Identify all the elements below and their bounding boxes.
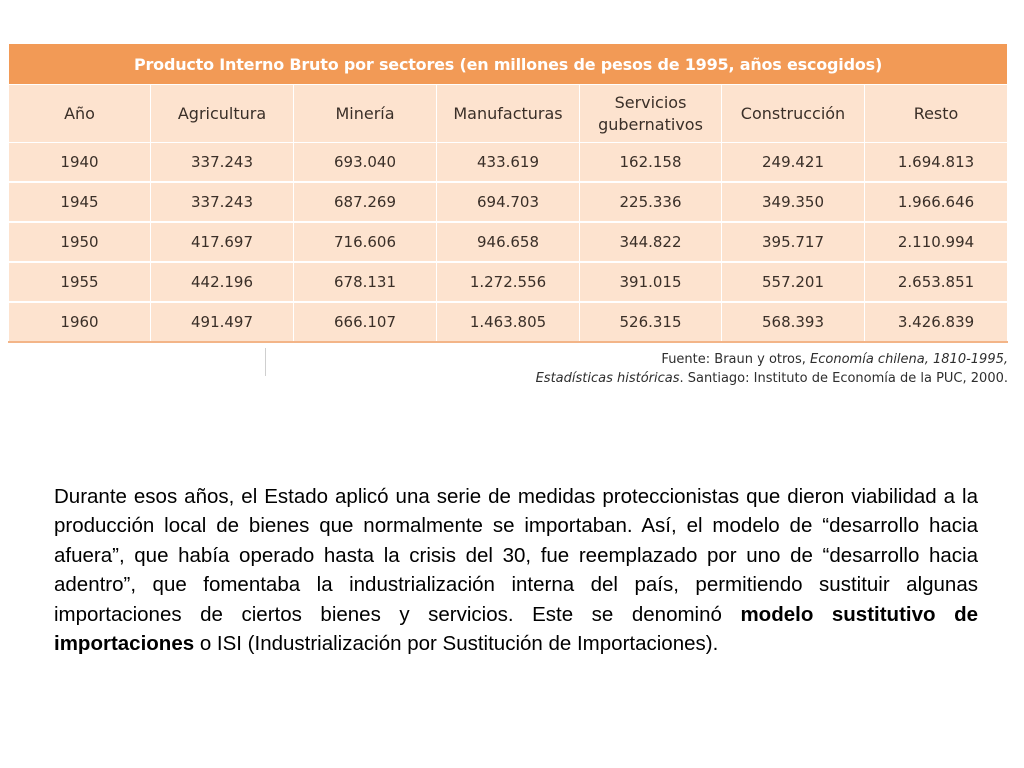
table-title-row (9, 44, 1008, 85)
source-publisher: . Santiago: Instituto de Economía de la PUC, 2000. (679, 371, 1008, 386)
table-cell: 2.110.994 (865, 222, 1008, 262)
gdp-table (8, 43, 1008, 343)
source-subtitle: Estadísticas históricas (535, 371, 680, 386)
table-cell: 337.243 (151, 143, 294, 183)
table-cell: 1.694.813 (865, 143, 1008, 183)
table-title: Producto Interno Bruto por sectores (en millones de pesos de 1995, años escogidos) (9, 44, 1008, 85)
table-row (9, 302, 1008, 342)
source-line-2 (536, 369, 1008, 388)
table-cell: 391.015 (580, 262, 722, 302)
source-book-title: Economía chilena, 1810-1995, (810, 352, 1008, 367)
header-manufacturing: Manufacturas (437, 85, 580, 143)
source-citation (536, 350, 1008, 388)
header-agriculture: Agricultura (151, 85, 294, 143)
table-cell: 716.606 (294, 222, 437, 262)
header-government-services: Servicios gubernativos (580, 85, 722, 143)
table-cell: 395.717 (722, 222, 865, 262)
header-rest: Resto (865, 85, 1008, 143)
table-cell: 1940 (9, 143, 151, 183)
paragraph-bold-term: modelo sustitutivo de importaciones (54, 602, 978, 655)
table-cell: 1.463.805 (437, 302, 580, 342)
table-cell: 225.336 (580, 182, 722, 222)
header-mining: Minería (294, 85, 437, 143)
table-cell: 694.703 (437, 182, 580, 222)
table-cell: 666.107 (294, 302, 437, 342)
table-cell: 1.272.556 (437, 262, 580, 302)
table-cell: 568.393 (722, 302, 865, 342)
table-cell: 693.040 (294, 143, 437, 183)
table-cell: 249.421 (722, 143, 865, 183)
table-cell: 1960 (9, 302, 151, 342)
source-prefix: Fuente: Braun y otros, (661, 352, 811, 367)
table-cell: 526.315 (580, 302, 722, 342)
table-cell: 3.426.839 (865, 302, 1008, 342)
table-cell: 1945 (9, 182, 151, 222)
table-cell: 2.653.851 (865, 262, 1008, 302)
table-cell: 442.196 (151, 262, 294, 302)
table-cell: 162.158 (580, 143, 722, 183)
table-cell: 946.658 (437, 222, 580, 262)
table-cell: 1955 (9, 262, 151, 302)
gdp-table-container (8, 43, 1007, 343)
body-paragraph (54, 482, 978, 659)
table-cell: 344.822 (580, 222, 722, 262)
table-row (9, 222, 1008, 262)
table-cell: 349.350 (722, 182, 865, 222)
header-year: Año (9, 85, 151, 143)
table-cell: 433.619 (437, 143, 580, 183)
table-cell: 557.201 (722, 262, 865, 302)
table-row (9, 182, 1008, 222)
table-cell: 1950 (9, 222, 151, 262)
table-header-row (9, 85, 1008, 143)
table-cell: 1.966.646 (865, 182, 1008, 222)
table-cell: 417.697 (151, 222, 294, 262)
divider-line (265, 348, 266, 376)
paragraph-text-1: Durante esos años, el Estado aplicó una serie de medidas proteccionistas que dieron viabilidad a la producción local de bienes que normalmente se importaban. Así, el modelo de “desarrollo hacia afuera”, que había operado hasta la crisis del 30, fue reemplazado por uno de “desarrollo hacia adentro”, que fomentaba la industrialización interna del país, permitiendo sustituir algunas importaciones de ciertos bienes y servicios. Este se denominó (54, 484, 978, 626)
table-cell: 491.497 (151, 302, 294, 342)
table-cell: 687.269 (294, 182, 437, 222)
paragraph-text-2: o ISI (Industrialización por Sustitución de Importaciones). (194, 632, 719, 655)
table-cell: 337.243 (151, 182, 294, 222)
table-cell: 678.131 (294, 262, 437, 302)
table-row (9, 143, 1008, 183)
table-row (9, 262, 1008, 302)
header-construction: Construcción (722, 85, 865, 143)
source-line-1 (536, 350, 1008, 369)
